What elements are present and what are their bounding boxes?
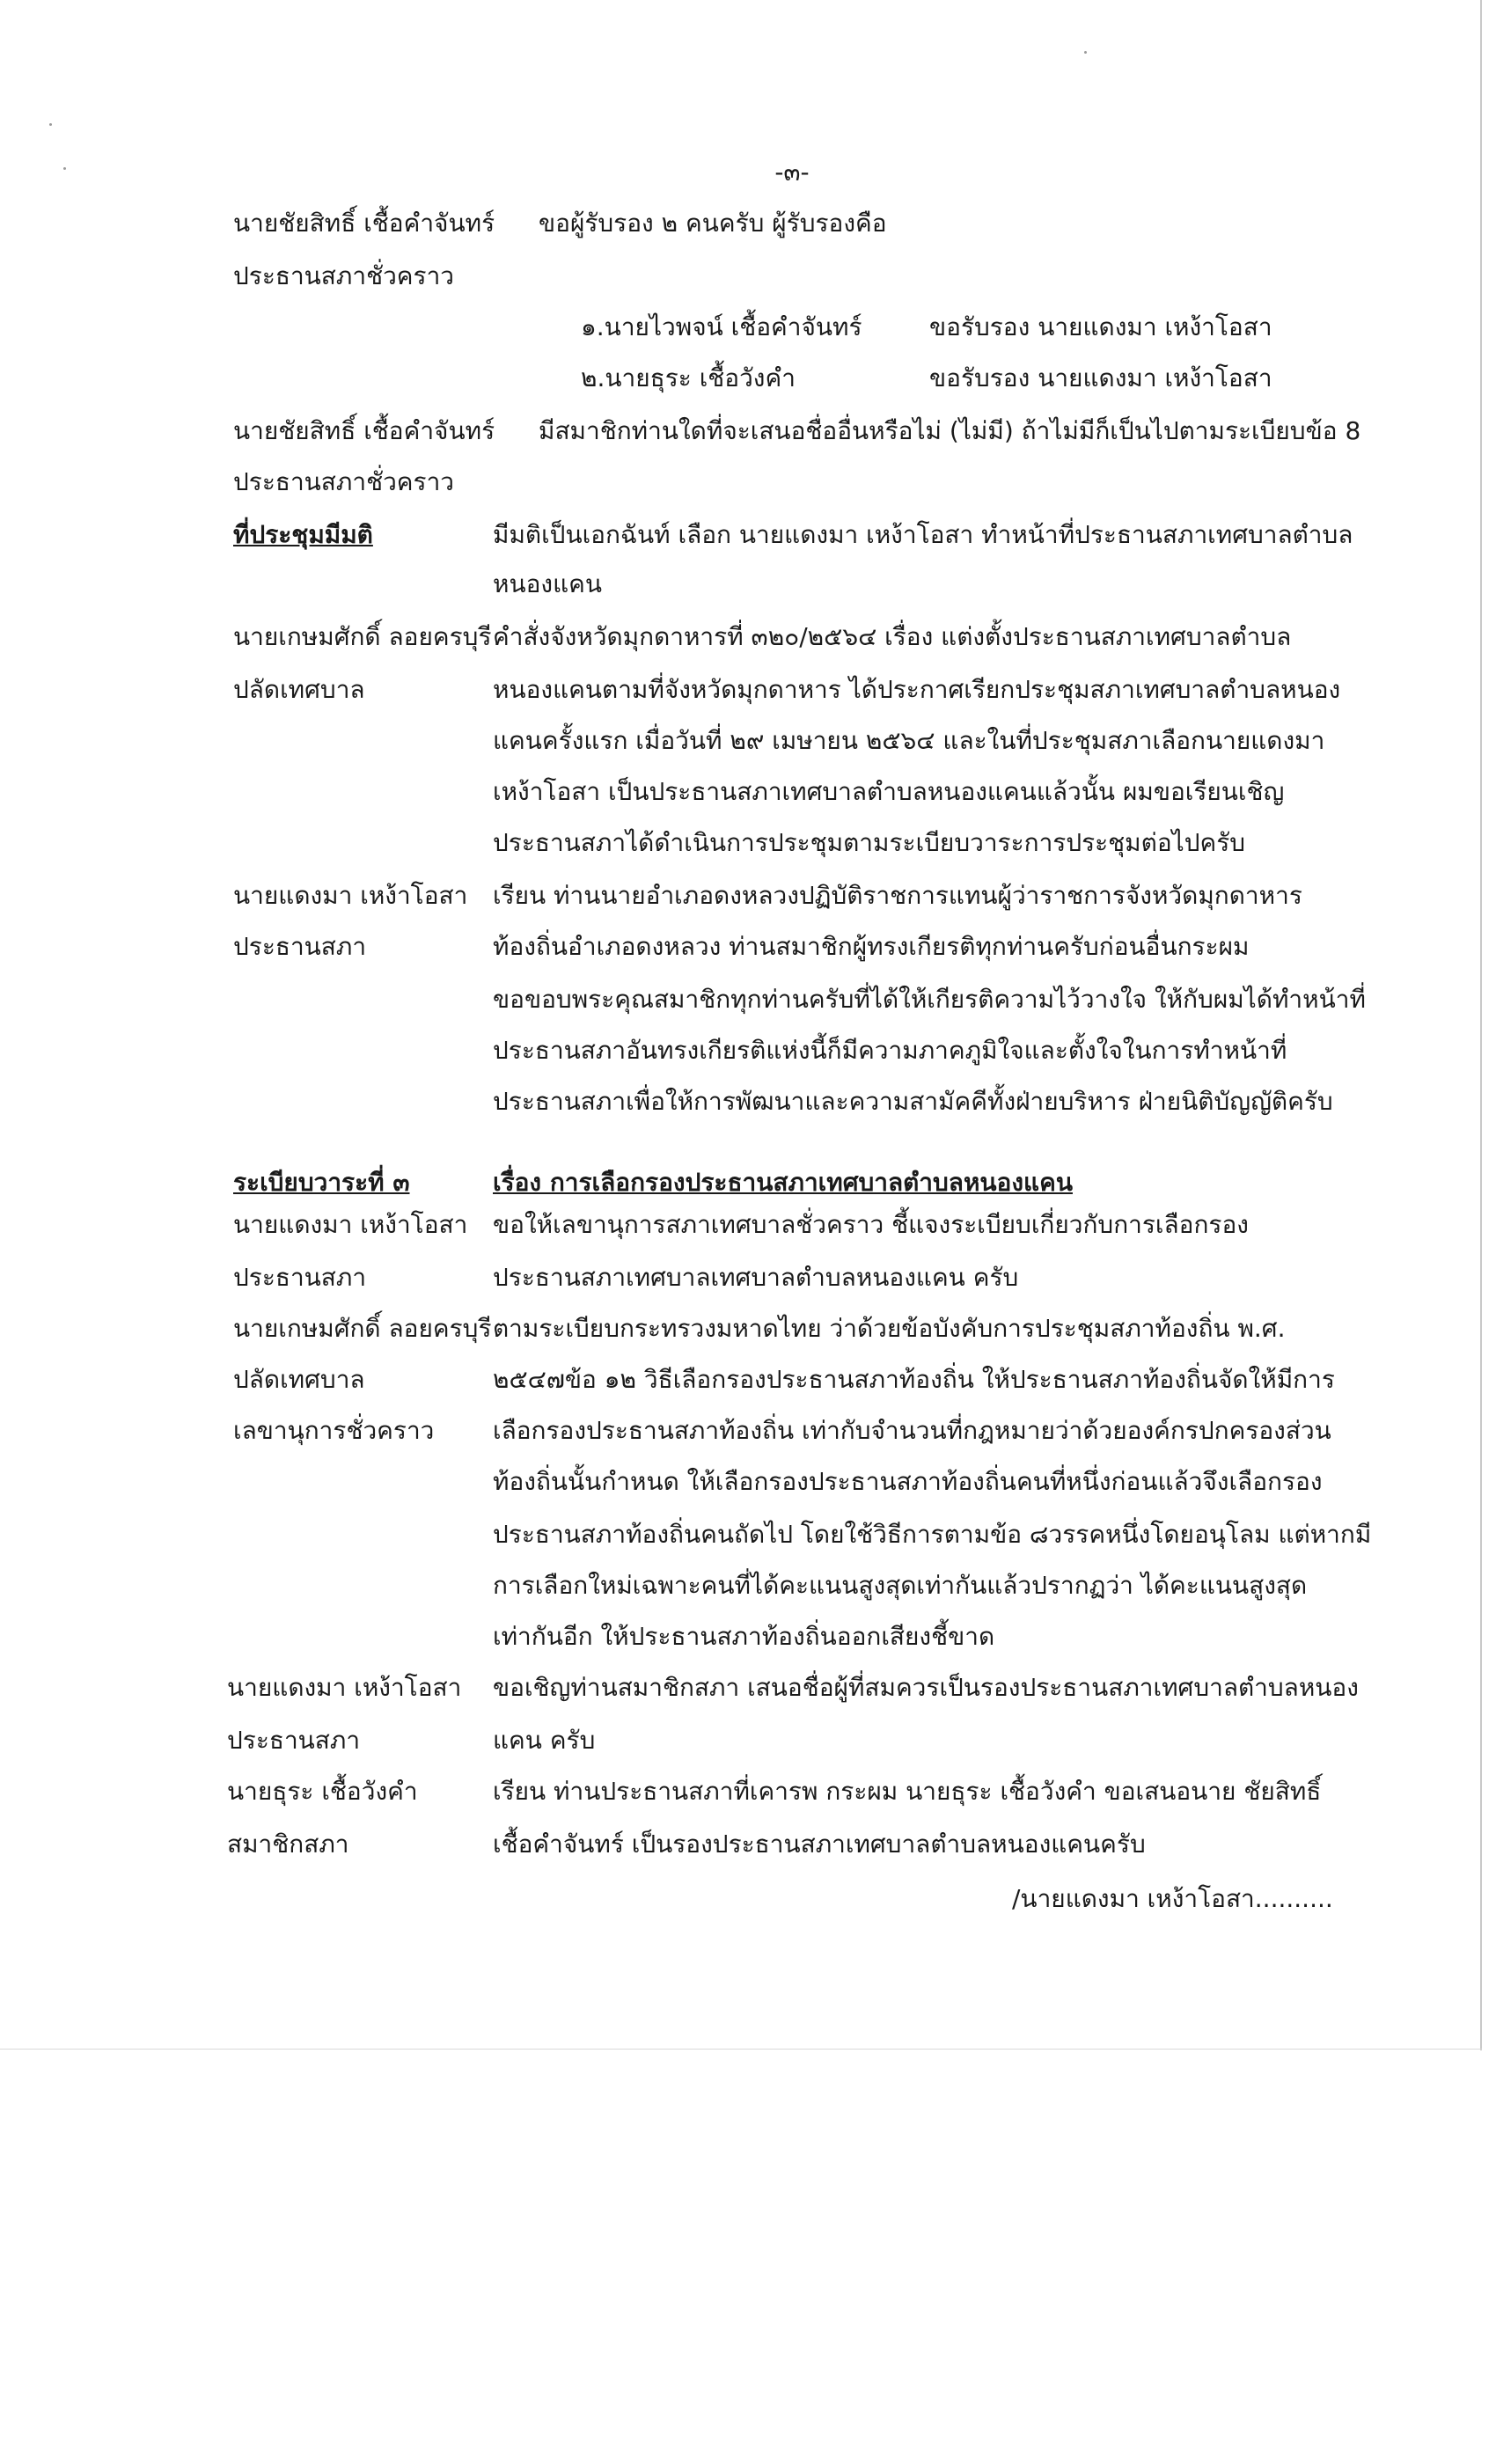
agenda-title: เรื่อง การเลือกรองประธานสภาเทศบาลตำบลหนองแคน xyxy=(493,1168,1073,1197)
agenda-label: ระเบียบวาระที่ ๓ xyxy=(233,1168,410,1197)
speaker-role: ปลัดเทศบาล xyxy=(233,1365,365,1394)
scan-speck xyxy=(49,123,52,126)
statement-line: ประธานสภาท้องถิ่นคนถัดไป โดยใช้วิธีการตามข้อ ๘วรรคหนึ่งโดยอนุโลม แต่หากมี xyxy=(493,1520,1372,1549)
statement-line: ๒๕๔๗ข้อ ๑๒ วิธีเลือกรองประธานสภาท้องถิ่น ให้ประธานสภาท้องถิ่นจัดให้มีการ xyxy=(493,1365,1335,1394)
endorsement-action: ขอรับรอง นายแดงมา เหง้าโอสา xyxy=(929,363,1272,392)
scan-speck xyxy=(1084,51,1087,54)
speaker-role: สมาชิกสภา xyxy=(227,1830,349,1859)
statement-line: ท้องถิ่นนั้นกำหนด ให้เลือกรองประธานสภาท้องถิ่นคนที่หนึ่งก่อนแล้วจึงเลือกรอง xyxy=(493,1467,1323,1496)
speaker-role: ประธานสภา xyxy=(233,1263,367,1292)
statement-line: เรียน ท่านประธานสภาที่เคารพ กระผม นายธุระ เชื้อวังคำ ขอเสนอนาย ชัยสิทธิ์ xyxy=(493,1777,1322,1806)
statement-line: ประธานสภาเพื่อให้การพัฒนาและความสามัคคีทั้งฝ่ายบริหาร ฝ่ายนิติบัญญัติครับ xyxy=(493,1087,1333,1116)
speaker-name: นายแดงมา เหง้าโอสา xyxy=(233,881,468,910)
endorser-name: ๒.นายธุระ เชื้อวังคำ xyxy=(581,363,796,392)
scan-speck xyxy=(63,167,66,170)
speaker-role: เลขานุการชั่วคราว xyxy=(233,1416,435,1445)
statement-line: แคนครั้งแรก เมื่อวันที่ ๒๙ เมษายน ๒๕๖๔ และในที่ประชุมสภาเลือกนายแดงมา xyxy=(493,726,1325,755)
statement-line: เลือกรองประธานสภาท้องถิ่น เท่ากับจำนวนที่กฎหมายว่าด้วยองค์กรปกครองส่วน xyxy=(493,1416,1331,1445)
statement-line: ขอเชิญท่านสมาชิกสภา เสนอชื่อผู้ที่สมควรเป็นรองประธานสภาเทศบาลตำบลหนอง xyxy=(493,1673,1359,1702)
page-number: -๓- xyxy=(774,158,810,187)
speaker-name: นายชัยสิทธิ์ เชื้อคำจันทร์ xyxy=(233,416,495,445)
statement-line: คำสั่งจังหวัดมุกดาหารที่ ๓๒๐/๒๕๖๔ เรื่อง แต่งตั้งประธานสภาเทศบาลตำบล xyxy=(493,622,1292,651)
statement-line: ขอให้เลขานุการสภาเทศบาลชั่วคราว ชี้แจงระเบียบเกี่ยวกับการเลือกรอง xyxy=(493,1210,1249,1239)
scan-edge-bottom xyxy=(0,2049,1482,2050)
statement-line: มีมติเป็นเอกฉันท์ เลือก นายแดงมา เหง้าโอสา ทำหน้าที่ประธานสภาเทศบาลตำบล xyxy=(493,520,1353,549)
speaker-role: ประธานสภาชั่วคราว xyxy=(233,467,455,496)
continuation-note: /นายแดงมา เหง้าโอสา.......... xyxy=(1012,1884,1333,1913)
speaker-name: นายแดงมา เหง้าโอสา xyxy=(227,1673,462,1702)
statement-line: ประธานสภาอันทรงเกียรติแห่งนี้ก็มีความภาคภูมิใจและตั้งใจในการทำหน้าที่ xyxy=(493,1036,1287,1065)
statement-line: แคน ครับ xyxy=(493,1726,596,1755)
statement-line: ท้องถิ่นอำเภอดงหลวง ท่านสมาชิกผู้ทรงเกียรติทุกท่านครับก่อนอื่นกระผม xyxy=(493,932,1250,961)
statement-line: หนองแคน xyxy=(493,569,603,598)
endorsement-action: ขอรับรอง นายแดงมา เหง้าโอสา xyxy=(929,312,1272,341)
speaker-name: นายเกษมศักดิ์ ลอยครบุรี xyxy=(233,622,492,651)
statement-line: การเลือกใหม่เฉพาะคนที่ได้คะแนนสูงสุดเท่ากันแล้วปรากฏว่า ได้คะแนนสูงสุด xyxy=(493,1571,1308,1600)
speaker-role: ประธานสภา xyxy=(227,1726,361,1755)
statement-line: เหง้าโอสา เป็นประธานสภาเทศบาลตำบลหนองแคนแล้วนั้น ผมขอเรียนเชิญ xyxy=(493,777,1285,806)
resolution-heading: ที่ประชุมมีมติ xyxy=(233,520,373,549)
speaker-name: นายเกษมศักดิ์ ลอยครบุรี xyxy=(233,1314,492,1343)
statement-line: เรียน ท่านนายอำเภอดงหลวงปฏิบัติราชการแทนผู้ว่าราชการจังหวัดมุกดาหาร xyxy=(493,881,1302,910)
speaker-name: นายชัยสิทธิ์ เชื้อคำจันทร์ xyxy=(233,209,495,238)
statement-line: เท่ากันอีก ให้ประธานสภาท้องถิ่นออกเสียงชี้ขาด xyxy=(493,1622,995,1651)
statement-line: ขอขอบพระคุณสมาชิกทุกท่านครับที่ได้ให้เกียรติความไว้วางใจ ให้กับผมได้ทำหน้าที่ xyxy=(493,985,1366,1014)
statement-line: หนองแคนตามที่จังหวัดมุกดาหาร ได้ประกาศเรียกประชุมสภาเทศบาลตำบลหนอง xyxy=(493,675,1341,704)
statement-line: ประธานสภาได้ดำเนินการประชุมตามระเบียบวาระการประชุมต่อไปครับ xyxy=(493,828,1246,857)
statement-line: ตามระเบียบกระทรวงมหาดไทย ว่าด้วยข้อบังคับการประชุมสภาท้องถิ่น พ.ศ. xyxy=(493,1314,1286,1343)
speaker-role: ประธานสภาชั่วคราว xyxy=(233,261,455,290)
statement-line: มีสมาชิกท่านใดที่จะเสนอชื่ออื่นหรือไม่ (ไม่มี) ถ้าไม่มีก็เป็นไปตามระเบียบข้อ 8 xyxy=(539,416,1361,445)
speaker-role: ปลัดเทศบาล xyxy=(233,675,365,704)
statement-line: เชื้อคำจันทร์ เป็นรองประธานสภาเทศบาลตำบลหนองแคนครับ xyxy=(493,1830,1146,1859)
statement-line: ขอผู้รับรอง ๒ คนครับ ผู้รับรองคือ xyxy=(539,209,887,238)
scan-edge-right xyxy=(1480,0,1482,2050)
speaker-name: นายธุระ เชื้อวังคำ xyxy=(227,1777,418,1806)
speaker-name: นายแดงมา เหง้าโอสา xyxy=(233,1210,468,1239)
endorser-name: ๑.นายไวพจน์ เชื้อคำจันทร์ xyxy=(581,312,862,341)
statement-line: ประธานสภาเทศบาลเทศบาลตำบลหนองแคน ครับ xyxy=(493,1263,1019,1292)
speaker-role: ประธานสภา xyxy=(233,932,367,961)
